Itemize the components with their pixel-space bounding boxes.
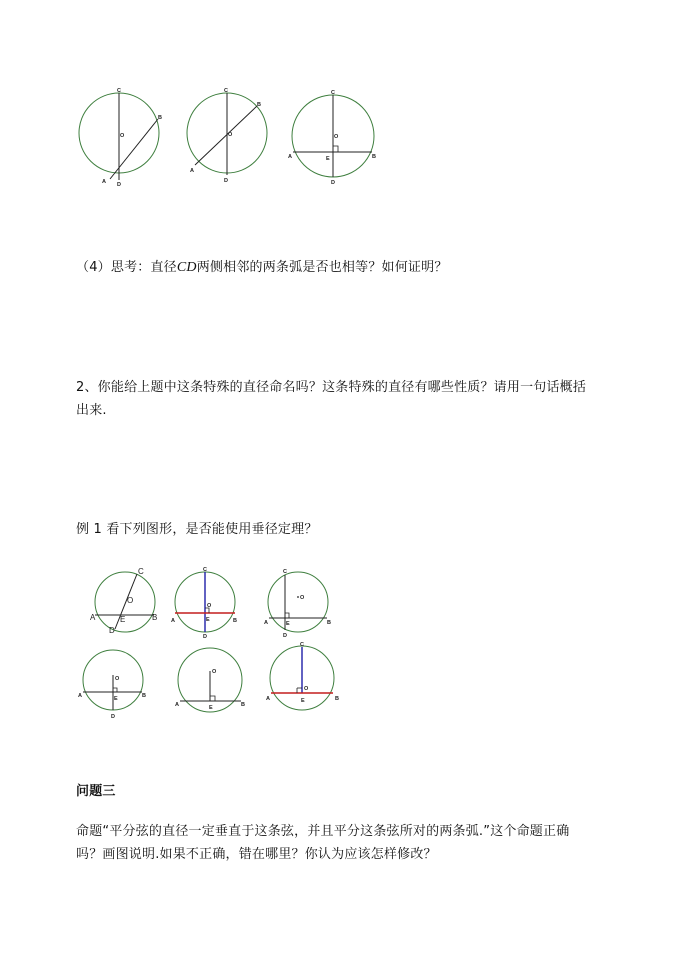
label-d: D — [109, 626, 115, 635]
example-figure-4 — [78, 644, 150, 720]
label-a: A — [102, 179, 106, 185]
label-b: B — [233, 618, 237, 624]
label-a: A — [78, 693, 82, 699]
label-d: D — [203, 634, 207, 640]
problem-3-line-2: 吗？画图说明.如果不正确，错在哪里？你认为应该怎样修改？ — [76, 847, 437, 862]
example-figure-2 — [170, 566, 242, 638]
label-o: O — [228, 132, 233, 138]
label-o: O — [120, 133, 125, 139]
circle — [268, 572, 328, 632]
label-b: B — [142, 693, 146, 699]
label-a: A — [190, 168, 194, 174]
label-c: C — [300, 642, 304, 648]
question-2-line-1: 2、你能给上题中这条特殊的直径命名吗？这条特殊的直径有哪些性质？请用一句话概括 — [76, 380, 587, 395]
label-b: B — [152, 613, 158, 622]
figure-top-1 — [76, 86, 166, 191]
example-figure-1 — [90, 566, 162, 638]
label-o: O — [127, 596, 134, 605]
label-e: E — [209, 705, 213, 711]
label-d: D — [283, 633, 287, 639]
figure-top-2 — [182, 86, 272, 191]
label-o: O — [115, 676, 120, 682]
label-o: O — [212, 669, 217, 675]
question-4 — [76, 257, 448, 279]
figure-top-3 — [286, 86, 381, 191]
label-a: A — [288, 154, 292, 160]
label-o: O — [304, 686, 309, 692]
diameter-cd — [115, 574, 137, 629]
problem-3-line-1: 命题“平分弦的直径一定垂直于这条弦，并且平分这条弦所对的两条弧.”这个命题正确 — [76, 824, 570, 839]
right-angle-mark — [333, 146, 338, 152]
label-c: C — [331, 90, 335, 96]
label-b: B — [335, 696, 339, 702]
label-o: O — [207, 603, 212, 609]
label-b: B — [372, 154, 376, 160]
label-e: E — [120, 615, 126, 624]
label-b: B — [257, 102, 261, 108]
example-1-text: 例 1 看下列图形，是否能使用垂径定理？ — [76, 522, 318, 537]
label-a: A — [266, 696, 270, 702]
label-b: B — [158, 115, 162, 121]
label-b: B — [327, 620, 331, 626]
question-4-cd: CD — [176, 260, 197, 275]
label-c: C — [224, 88, 228, 94]
label-d: D — [331, 180, 335, 186]
label-b: B — [241, 702, 245, 708]
right-angle-mark — [113, 688, 117, 692]
example-figure-6 — [264, 638, 344, 718]
problem-3-title: 问题三 — [76, 784, 116, 799]
label-a: A — [171, 618, 175, 624]
example-figure-5 — [172, 644, 250, 720]
right-angle-mark — [210, 696, 215, 701]
label-a: A — [90, 613, 96, 622]
center-point — [297, 596, 299, 598]
label-d: D — [117, 182, 121, 188]
question-4-suffix: 两侧相邻的两条弧是否也相等？如何证明？ — [196, 260, 448, 275]
question-2-line-2: 出来. — [76, 403, 107, 418]
question-4-prefix: （4）思考：直径 — [76, 260, 177, 275]
example-figure-3 — [263, 566, 335, 638]
label-e: E — [326, 156, 330, 162]
label-c: C — [117, 88, 121, 94]
chord-ab — [195, 106, 257, 165]
label-e: E — [114, 696, 118, 702]
label-d: D — [224, 178, 228, 184]
label-a: A — [175, 702, 179, 708]
label-d: D — [111, 714, 115, 720]
label-c: C — [203, 567, 207, 573]
label-e: E — [206, 617, 210, 623]
label-o: O — [300, 595, 305, 601]
label-e: E — [301, 698, 305, 704]
label-e: E — [286, 621, 290, 627]
label-c: C — [283, 569, 287, 575]
label-c: C — [138, 567, 144, 576]
right-angle-mark — [285, 613, 289, 618]
label-o: O — [334, 134, 339, 140]
label-a: A — [264, 620, 268, 626]
